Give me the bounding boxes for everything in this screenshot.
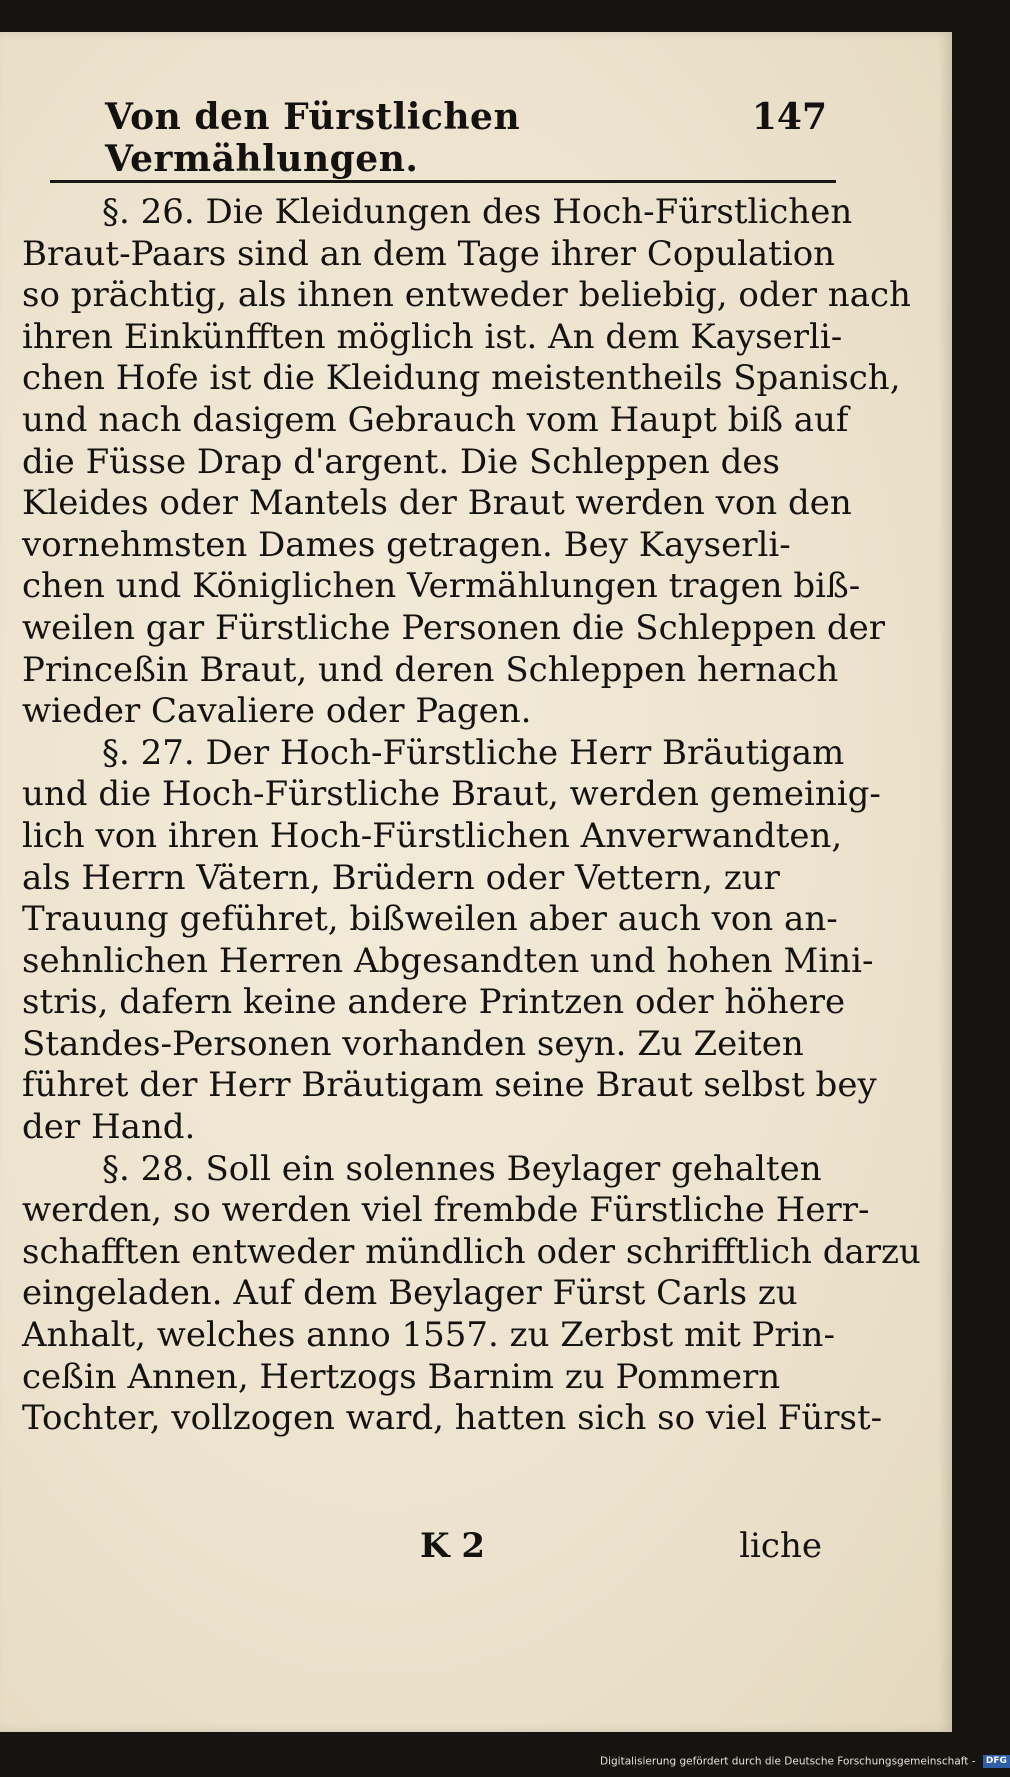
- signature-mark: K 2: [420, 1526, 486, 1566]
- page-number: 147: [751, 96, 827, 138]
- text-line: Trauung geführet, bißweilen aber auch von an-: [22, 899, 838, 940]
- text-line: und nach dasigem Gebrauch vom Haupt biß auf: [22, 399, 849, 440]
- catchword: liche: [739, 1526, 822, 1566]
- text-line: Princeßin Braut, und deren Schleppen hernach: [22, 649, 839, 690]
- text-line: chen und Königlichen Vermählungen tragen biß-: [22, 566, 861, 607]
- text-line: ihren Einkünfften möglich ist. An dem Kayserli-: [22, 316, 843, 357]
- text-line: weilen gar Fürstliche Personen die Schleppen der: [22, 607, 886, 648]
- header-rule: [50, 180, 836, 183]
- text-line: wieder Cavaliere oder Pagen.: [22, 691, 532, 732]
- text-line: chen Hofe ist die Kleidung meistentheils Spanisch,: [22, 358, 901, 399]
- credit-text: Digitalisierung gefördert durch die Deutsche Forschungsgemeinschaft -: [600, 1755, 976, 1768]
- running-title: Von den Fürstlichen Vermählungen.: [105, 96, 521, 180]
- text-line: stris, dafern keine andere Printzen oder höhere: [22, 982, 846, 1023]
- text-line: führet der Herr Bräutigam seine Braut selbst bey: [22, 1065, 877, 1106]
- text-line: ceßin Annen, Hertzogs Barnim zu Pommern: [22, 1356, 781, 1397]
- paragraph-27-start: §. 27. Der Hoch-Fürstliche Herr Bräutigam: [102, 732, 845, 773]
- text-line: und die Hoch-Fürstliche Braut, werden gemeinig-: [22, 774, 881, 815]
- dfg-logo: DFG: [983, 1755, 1010, 1768]
- text-line: Standes-Personen vorhanden seyn. Zu Zeiten: [22, 1023, 804, 1064]
- text-line: so prächtig, als ihnen entweder beliebig, oder nach: [22, 275, 911, 316]
- text-line: Braut-Paars sind an dem Tage ihrer Copulation: [22, 233, 836, 274]
- text-line: Anhalt, welches anno 1557. zu Zerbst mit Prin-: [22, 1315, 835, 1356]
- text-line: Tochter, vollzogen ward, hatten sich so viel Fürst-: [22, 1398, 883, 1439]
- text-line: die Füsse Drap d'argent. Die Schleppen des: [22, 441, 780, 482]
- book-page: [0, 32, 952, 1732]
- text-line: vornehmsten Dames getragen. Bey Kayserli-: [22, 524, 791, 565]
- text-line: eingeladen. Auf dem Beylager Fürst Carls zu: [22, 1273, 798, 1314]
- text-line: Kleides oder Mantels der Braut werden von den: [22, 483, 852, 524]
- text-line: sehnlichen Herren Abgesandten und hohen Mini-: [22, 940, 874, 981]
- text-line: werden, so werden viel frembde Fürstliche Herr-: [22, 1190, 870, 1231]
- digitization-credit: [600, 1755, 1007, 1773]
- body-text: [22, 192, 921, 1440]
- text-line: lich von ihren Hoch-Fürstlichen Anverwandten,: [22, 815, 843, 856]
- text-line: der Hand.: [22, 1107, 196, 1148]
- paragraph-28-start: §. 28. Soll ein solennes Beylager gehalten: [102, 1148, 822, 1189]
- text-line: schafften entweder mündlich oder schrifftlich darzu: [22, 1231, 921, 1272]
- page-footer: [22, 1526, 822, 1570]
- paragraph-26-start: §. 26. Die Kleidungen des Hoch-Fürstlichen: [102, 192, 853, 232]
- text-line: als Herrn Vätern, Brüdern oder Vettern, zur: [22, 857, 780, 898]
- page-header: [95, 88, 835, 180]
